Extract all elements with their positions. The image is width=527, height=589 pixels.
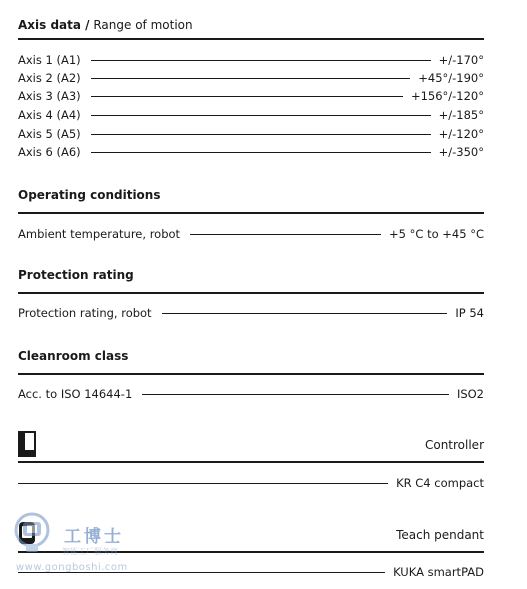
axis-value: +/-350° [431, 144, 484, 160]
axis-row [18, 107, 484, 123]
axis-value: +/-185° [431, 107, 484, 123]
watermark-subtitle: 智能工厂服务商 [62, 547, 118, 556]
controller-cabinet-icon [18, 431, 36, 457]
axis-row [18, 144, 484, 160]
controller-row [18, 475, 484, 491]
axis-value: +/-170° [431, 52, 484, 68]
axis-value: +45°/-190° [410, 70, 484, 86]
axis-label: Axis 4 (A4) [18, 107, 91, 123]
axis-title-rest: Range of motion [89, 18, 193, 32]
axis-label: Axis 2 (A2) [18, 70, 91, 86]
protection-section-title [18, 267, 134, 283]
protection-value: IP 54 [447, 305, 484, 321]
watermark-url: www.gongboshi.com [16, 562, 128, 573]
protection-section-rule [18, 292, 484, 294]
axis-row [18, 88, 484, 104]
axis-value: +/-120° [431, 126, 484, 142]
controller-value: KR C4 compact [388, 475, 484, 491]
cleanroom-title: Cleanroom class [18, 349, 129, 363]
axis-label: Axis 5 (A5) [18, 126, 91, 142]
cleanroom-row [18, 386, 484, 402]
operating-row [18, 226, 484, 242]
datasheet [18, 0, 484, 589]
watermark [12, 508, 142, 578]
axis-value: +156°/-120° [403, 88, 484, 104]
axis-label: Axis 1 (A1) [18, 52, 91, 68]
axis-section-title [18, 17, 193, 33]
cleanroom-section-rule [18, 373, 484, 375]
axis-label: Axis 6 (A6) [18, 144, 91, 160]
axis-section-rule [18, 38, 484, 40]
operating-value: +5 °C to +45 °C [381, 226, 484, 242]
axis-row [18, 52, 484, 68]
operating-section-rule [18, 212, 484, 214]
axis-row [18, 70, 484, 86]
cleanroom-section-title [18, 348, 128, 364]
operating-title: Operating conditions [18, 188, 161, 202]
axis-row [18, 126, 484, 142]
protection-row [18, 305, 484, 321]
controller-label: Controller [424, 438, 484, 452]
controller-rule [18, 461, 484, 463]
watermark-logo-icon [12, 508, 58, 556]
protection-title: Protection rating [18, 268, 134, 282]
protection-label: Protection rating, robot [18, 305, 162, 321]
teach-pendant-value: KUKA smartPAD [385, 564, 484, 580]
watermark-name: 工博士 [64, 527, 124, 547]
cleanroom-label: Acc. to ISO 14644-1 [18, 386, 142, 402]
operating-section-title [18, 187, 161, 203]
cleanroom-value: ISO2 [449, 386, 484, 402]
teach-pendant-label: Teach pendant [396, 528, 484, 542]
axis-label: Axis 3 (A3) [18, 88, 91, 104]
axis-title-bold: Axis data / [18, 18, 90, 32]
operating-label: Ambient temperature, robot [18, 226, 190, 242]
